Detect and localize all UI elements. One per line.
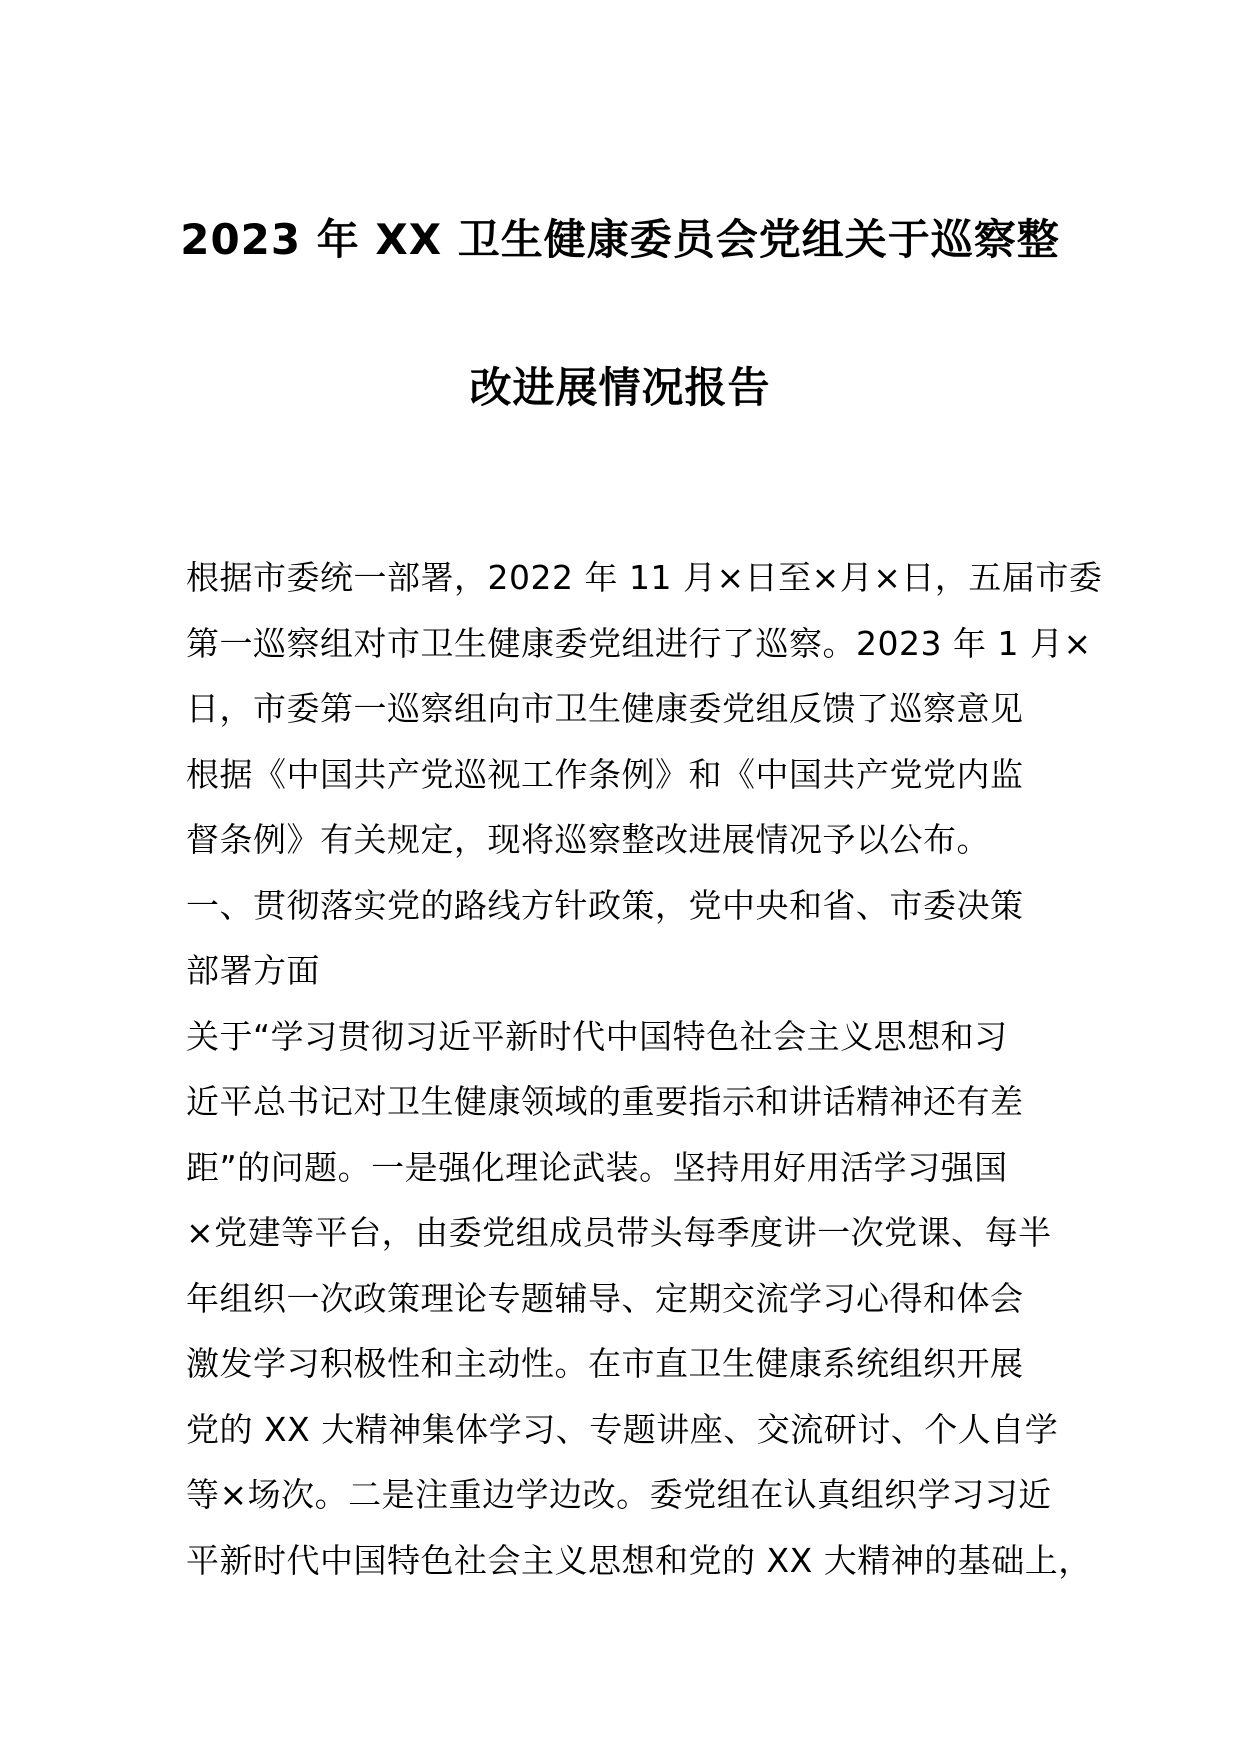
document-title-line-2: 改进展情况报告 xyxy=(469,363,771,412)
body-line: 近平总书记对卫生健康领域的重要指示和讲话精神还有差 xyxy=(186,1082,1024,1121)
body-line: 平新时代中国特色社会主义思想和党的 XX 大精神的基础上， xyxy=(186,1540,1092,1580)
body-line: 距”的问题。一是强化理论武装。坚持用好用活学习强国 xyxy=(186,1147,1008,1187)
body-line: 关于“学习贯彻习近平新时代中国特色社会主义思想和习 xyxy=(186,1016,1008,1056)
body-line: ×党建等平台，由委党组成员带头每季度讲一次党课、每半 xyxy=(186,1213,1052,1252)
body-line: 等×场次。二是注重边学边改。委党组在认真组织学习习近 xyxy=(186,1475,1052,1514)
section-heading-line: 一、贯彻落实党的路线方针政策，党中央和省、市委决策 xyxy=(186,885,1024,925)
document-body xyxy=(186,545,1103,1593)
body-line: 督条例》有关规定，现将巡察整改进展情况予以公布。 xyxy=(186,820,990,859)
body-line: 日，市委第一巡察组向市卫生健康委党组反馈了巡察意见 xyxy=(186,689,1024,728)
document-title-line-1: 2023 年 XX 卫生健康委员会党组关于巡察整 xyxy=(180,215,1060,264)
body-line: 根据市委统一部署，2022 年 11 月×日至×月×日，五届市委 xyxy=(186,558,1103,597)
body-line: 第一巡察组对市卫生健康委党组进行了巡察。2023 年 1 月× xyxy=(186,623,1092,663)
body-line: 根据《中国共产党巡视工作条例》和《中国共产党党内监 xyxy=(186,754,1024,794)
body-line: 激发学习积极性和主动性。在市直卫生健康系统组织开展 xyxy=(186,1344,1024,1383)
body-line: 年组织一次政策理论专题辅导、定期交流学习心得和体会 xyxy=(186,1278,1024,1318)
body-line: 党的 XX 大精神集体学习、专题讲座、交流研讨、个人自学 xyxy=(186,1409,1059,1449)
section-heading-line: 部署方面 xyxy=(186,951,320,990)
